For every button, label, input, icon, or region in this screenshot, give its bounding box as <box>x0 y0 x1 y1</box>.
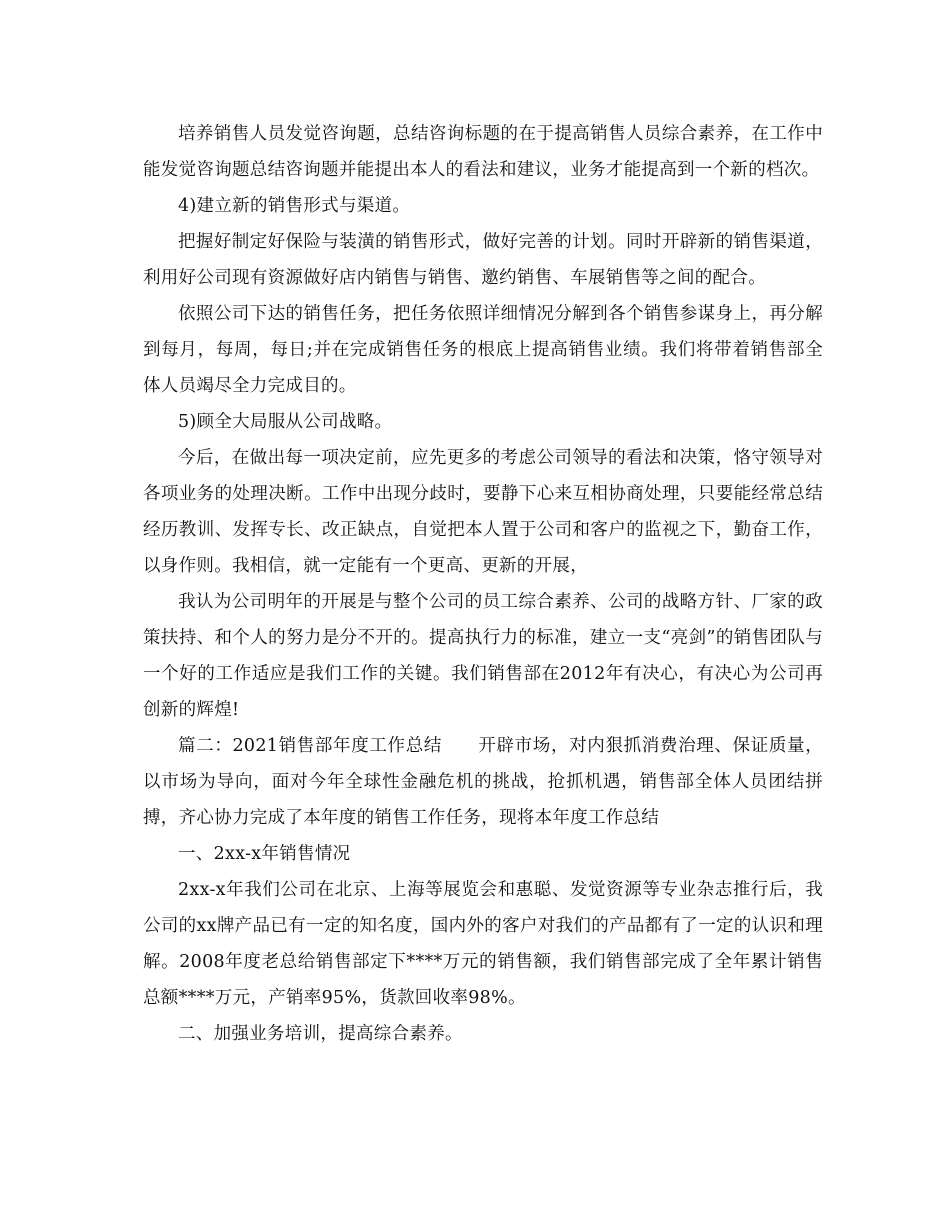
paragraph: 4)建立新的销售形式与渠道。 <box>178 196 411 216</box>
paragraph: 我认为公司明年的开展是与整个公司的员工综合素养、公司的战略方针、厂家的政策扶持、和个人的努力是分不开的。提高执行力的标准，建立一支“亮剑”的销售团队与一个好的工作适应是我们工作的关键。我们销售部在2012年有决心，有决心为公司再创新的辉煌! <box>143 592 823 720</box>
paragraph: 一、2xx-x年销售情况 <box>178 844 351 864</box>
paragraph: 2xx-x年我们公司在北京、上海等展览会和惠聪、发觉资源等专业杂志推行后，我公司的xx牌产品已有一定的知名度，国内外的客户对我们的产品都有了一定的认识和理解。2008年度老总给销售部定下****万元的销售额，我们销售部完成了全年累计销售总额****万元，产销率95%，货款回收率98%。 <box>143 880 823 1008</box>
paragraph: 依照公司下达的销售任务，把任务依照详细情况分解到各个销售参谋身上，再分解到每月，每周，每日;并在完成销售任务的根底上提高销售业绩。我们将带着销售部全体人员竭尽全力完成目的。 <box>143 304 823 396</box>
document-body <box>143 116 823 1052</box>
paragraph: 培养销售人员发觉咨询题，总结咨询标题的在于提高销售人员综合素养，在工作中能发觉咨询题总结咨询题并能提出本人的看法和建议，业务才能提高到一个新的档次。 <box>143 124 823 180</box>
paragraph: 二、加强业务培训，提高综合素养。 <box>178 1024 463 1044</box>
paragraph: 今后，在做出每一项决定前，应先更多的考虑公司领导的看法和决策，恪守领导对各项业务的处理决断。工作中出现分歧时，要静下心来互相协商处理，只要能经常总结经历教训、发挥专长、改正缺点，自觉把本人置于公司和客户的监视之下，勤奋工作，以身作则。我相信，就一定能有一个更高、更新的开展， <box>143 448 823 576</box>
paragraph: 把握好制定好保险与装潢的销售形式，做好完善的计划。同时开辟新的销售渠道，利用好公司现有资源做好店内销售与销售、邀约销售、车展销售等之间的配合。 <box>143 232 823 288</box>
paragraph: 篇二：2021销售部年度工作总结 开辟市场，对内狠抓消费治理、保证质量，以市场为导向，面对今年全球性金融危机的挑战，抢抓机遇，销售部全体人员团结拼搏，齐心协力完成了本年度的销售工作任务，现将本年度工作总结 <box>143 736 823 828</box>
paragraph: 5)顾全大局服从公司战略。 <box>178 412 393 432</box>
